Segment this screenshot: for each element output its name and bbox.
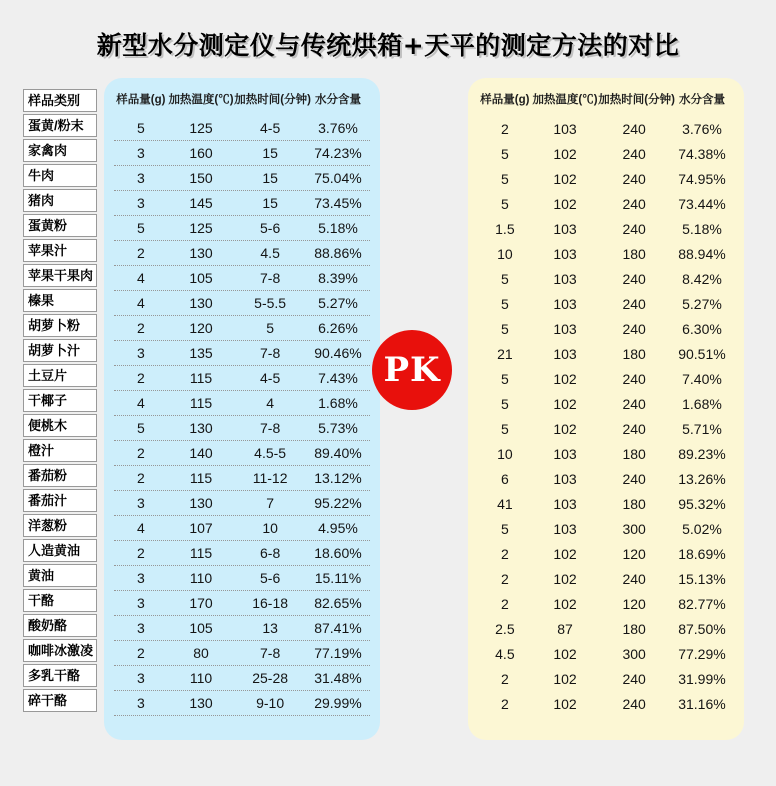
column-header: 水分含量 [314,94,361,106]
table-cell: 15.11% [314,570,362,586]
table-cell: 87 [557,620,573,637]
table-cell: 13 [262,620,278,636]
table-cell: 180 [622,245,646,262]
table-row [114,316,370,341]
table-cell: 160 [189,145,213,161]
category-cell: 蛋黄/粉末 [23,114,97,137]
pk-versus-badge: PK [372,330,452,410]
table-cell: 5 [500,395,509,412]
table-cell: 8.39% [318,270,358,286]
category-cell: 苹果干果肉 [23,264,97,287]
table-row [114,191,370,216]
table-row [114,116,370,141]
category-cell: 牛肉 [23,164,97,187]
table-cell: 103 [553,270,577,287]
table-row [114,541,370,566]
table-cell: 15 [262,170,278,186]
table-cell: 7.43% [318,370,358,386]
table-cell: 130 [189,695,213,711]
table-row [478,266,734,291]
table-cell: 13.12% [314,470,362,486]
table-cell: 5 [136,120,145,136]
table-cell: 110 [189,670,213,686]
table-row [478,641,734,666]
table-row [478,116,734,141]
table-cell: 87.41% [314,620,362,636]
table-cell: 240 [622,470,646,487]
table-cell: 130 [189,245,213,261]
table-row [478,591,734,616]
table-cell: 3 [136,695,145,711]
table-cell: 103 [553,220,577,237]
table-row [114,366,370,391]
table-row [478,416,734,441]
table-cell: 88.94% [678,245,726,262]
table-cell: 115 [189,470,213,486]
table-row [478,166,734,191]
table-header-row [114,88,370,110]
category-cell: 猪肉 [23,189,97,212]
table-cell: 21 [497,345,513,362]
table-cell: 90.51% [678,345,726,362]
table-cell: 7-8 [260,345,281,361]
table-cell: 9-10 [256,695,285,711]
table-cell: 7-8 [260,645,281,661]
table-cell: 2 [136,370,145,386]
table-cell: 240 [622,670,646,687]
table-cell: 8.42% [682,270,722,287]
table-cell: 3.76% [318,120,358,136]
category-cell: 干酪 [23,589,97,612]
column-header: 加热时间(分钟) [598,94,675,106]
table-cell: 13.26% [678,470,726,487]
table-cell: 5-6 [260,570,281,586]
table-cell: 10 [497,245,513,262]
table-cell: 103 [553,120,577,137]
table-cell: 3.76% [682,120,722,137]
table-cell: 82.65% [314,595,362,611]
table-cell: 5-6 [260,220,281,236]
table-row [114,216,370,241]
table-row [478,691,734,716]
page-title: 新型水分测定仪与传统烘箱+天平的测定方法的对比 [96,31,680,60]
table-cell: 240 [622,370,646,387]
table-cell: 103 [553,245,577,262]
table-cell: 102 [553,420,577,437]
table-row [114,566,370,591]
table-cell: 102 [553,595,577,612]
table-cell: 6.26% [318,320,358,336]
table-cell: 41 [497,495,513,512]
table-header-row [478,88,734,110]
table-cell: 6 [500,470,509,487]
table-cell: 74.23% [314,145,362,161]
table-cell: 5 [500,295,509,312]
table-cell: 115 [189,395,213,411]
table-row [114,616,370,641]
table-row [478,216,734,241]
table-cell: 16-18 [252,595,289,611]
table-row [478,341,734,366]
table-cell: 2 [500,120,509,137]
table-cell: 240 [622,420,646,437]
category-cell: 干椰子 [23,389,97,412]
table-cell: 2 [136,245,145,261]
table-cell: 240 [622,220,646,237]
table-cell: 5-5.5 [254,295,287,311]
category-cell: 蛋黄粉 [23,214,97,237]
table-cell: 77.29% [678,645,726,662]
table-cell: 102 [553,170,577,187]
table-cell: 2 [136,320,145,336]
table-row [114,466,370,491]
table-cell: 105 [189,270,213,286]
table-cell: 1.68% [318,395,358,411]
table-cell: 90.46% [314,345,362,361]
table-row [478,441,734,466]
table-row [114,266,370,291]
table-cell: 5 [136,420,145,436]
table-row [478,191,734,216]
table-row [114,166,370,191]
table-cell: 4 [266,395,275,411]
category-cell: 番茄粉 [23,464,97,487]
table-cell: 7-8 [260,420,281,436]
table-cell: 31.48% [314,670,362,686]
table-cell: 115 [189,370,213,386]
table-cell: 5.27% [682,295,722,312]
table-row [478,316,734,341]
table-cell: 102 [553,545,577,562]
table-cell: 240 [622,170,646,187]
table-cell: 82.77% [678,595,726,612]
table-cell: 102 [553,695,577,712]
category-cell: 榛果 [23,289,97,312]
category-cell: 橙汁 [23,439,97,462]
table-row [114,391,370,416]
table-cell: 95.22% [314,495,362,511]
table-row [114,241,370,266]
table-cell: 103 [553,495,577,512]
table-cell: 150 [189,170,213,186]
table-cell: 25-28 [252,670,289,686]
table-row [114,141,370,166]
table-cell: 130 [189,295,213,311]
table-cell: 102 [553,570,577,587]
category-cell: 洋葱粉 [23,514,97,537]
table-row [478,616,734,641]
table-cell: 31.16% [678,695,726,712]
table-row [114,591,370,616]
table-cell: 120 [622,595,646,612]
table-cell: 103 [553,320,577,337]
table-cell: 102 [553,195,577,212]
table-cell: 95.32% [678,495,726,512]
table-cell: 4 [136,295,145,311]
table-cell: 3 [136,495,145,511]
table-cell: 120 [189,320,213,336]
table-cell: 103 [553,520,577,537]
table-cell: 5 [500,170,509,187]
table-row [114,341,370,366]
table-cell: 15 [262,145,278,161]
table-cell: 3 [136,670,145,686]
table-cell: 103 [553,345,577,362]
table-cell: 135 [189,345,213,361]
table-cell: 5 [500,370,509,387]
table-cell: 2 [136,545,145,561]
table-cell: 7 [266,495,275,511]
table-cell: 180 [622,495,646,512]
table-cell: 18.69% [678,545,726,562]
table-cell: 300 [622,645,646,662]
category-cell: 家禽肉 [23,139,97,162]
table-cell: 15.13% [678,570,726,587]
table-cell: 3 [136,195,145,211]
table-row [478,391,734,416]
table-cell: 7-8 [260,270,281,286]
table-cell: 75.04% [314,170,362,186]
table-cell: 3 [136,170,145,186]
table-cell: 125 [189,220,213,236]
column-header: 样品量(g) [480,94,530,106]
table-cell: 5 [500,270,509,287]
table-cell: 130 [189,495,213,511]
table-cell: 5 [500,195,509,212]
table-cell: 10 [262,520,278,536]
table-cell: 240 [622,320,646,337]
table-cell: 5 [500,420,509,437]
table-cell: 3 [136,570,145,586]
table-row [114,641,370,666]
column-header: 样品量(g) [116,94,166,106]
table-row [478,491,734,516]
table-cell: 5.18% [318,220,358,236]
table-cell: 102 [553,145,577,162]
table-cell: 2 [136,445,145,461]
category-cell: 多乳干酪 [23,664,97,687]
table-cell: 4-5 [260,120,281,136]
category-column [23,89,97,714]
table-cell: 105 [189,620,213,636]
table-cell: 77.19% [314,645,362,661]
oven-balance-table [468,78,744,740]
table-row [114,516,370,541]
category-cell: 胡萝卜汁 [23,339,97,362]
table-cell: 89.23% [678,445,726,462]
table-cell: 103 [553,470,577,487]
table-cell: 11-12 [252,470,288,486]
table-cell: 102 [553,645,577,662]
table-cell: 107 [189,520,213,536]
table-cell: 4.5 [495,645,515,662]
table-cell: 3 [136,595,145,611]
table-cell: 4 [136,270,145,286]
table-cell: 120 [622,545,646,562]
table-row [478,666,734,691]
table-row [478,291,734,316]
column-header: 加热温度(℃) [168,94,234,106]
table-cell: 240 [622,195,646,212]
table-cell: 5.27% [318,295,358,311]
table-cell: 6-8 [260,545,281,561]
table-cell: 240 [622,120,646,137]
table-cell: 240 [622,270,646,287]
table-cell: 4.5 [260,245,280,261]
table-row [478,541,734,566]
table-cell: 5.73% [318,420,358,436]
category-cell: 苹果汁 [23,239,97,262]
table-cell: 1.68% [682,395,722,412]
table-cell: 2 [500,695,509,712]
table-row [114,491,370,516]
table-cell: 80 [193,645,209,661]
table-row [114,441,370,466]
table-cell: 240 [622,570,646,587]
table-cell: 10 [497,445,513,462]
table-cell: 2 [500,595,509,612]
table-cell: 4 [136,520,145,536]
table-cell: 5 [136,220,145,236]
table-cell: 74.38% [678,145,726,162]
table-cell: 180 [622,620,646,637]
table-cell: 73.45% [314,195,362,211]
table-cell: 74.95% [678,170,726,187]
column-header: 水分含量 [678,94,725,106]
table-cell: 2 [500,570,509,587]
table-cell: 115 [189,545,213,561]
table-cell: 5 [500,145,509,162]
table-row [478,566,734,591]
table-cell: 110 [189,570,213,586]
table-cell: 170 [189,595,213,611]
table-cell: 130 [189,420,213,436]
table-cell: 125 [189,120,213,136]
table-cell: 3 [136,145,145,161]
category-cell: 碎干酪 [23,689,97,712]
table-cell: 2 [136,645,145,661]
category-cell: 酸奶酪 [23,614,97,637]
category-cell: 胡萝卜粉 [23,314,97,337]
table-cell: 4 [136,395,145,411]
table-cell: 180 [622,345,646,362]
table-cell: 31.99% [678,670,726,687]
category-cell: 土豆片 [23,364,97,387]
table-cell: 3 [136,620,145,636]
table-row [114,691,370,716]
table-cell: 89.40% [314,445,362,461]
table-cell: 145 [189,195,213,211]
table-cell: 4.95% [318,520,358,536]
table-cell: 240 [622,395,646,412]
table-cell: 4.5-5 [254,445,287,461]
table-cell: 1.5 [495,220,515,237]
table-cell: 4-5 [260,370,281,386]
table-cell: 102 [553,670,577,687]
table-row [478,366,734,391]
table-cell: 7.40% [682,370,722,387]
category-cell: 黄油 [23,564,97,587]
table-cell: 240 [622,695,646,712]
table-cell: 2 [500,670,509,687]
table-cell: 103 [553,445,577,462]
table-cell: 6.30% [682,320,722,337]
table-cell: 15 [262,195,278,211]
table-cell: 29.99% [314,695,362,711]
table-row [478,241,734,266]
table-cell: 102 [553,370,577,387]
table-cell: 240 [622,295,646,312]
table-row [478,516,734,541]
table-cell: 3 [136,345,145,361]
table-cell: 88.86% [314,245,362,261]
table-cell: 2.5 [495,620,515,637]
category-cell: 咖啡冰激凌 [23,639,97,662]
moisture-analyzer-table [104,78,380,740]
table-cell: 240 [622,145,646,162]
table-cell: 87.50% [678,620,726,637]
table-cell: 102 [553,395,577,412]
table-cell: 5.71% [682,420,722,437]
table-cell: 5.18% [682,220,722,237]
table-row [478,141,734,166]
table-cell: 140 [189,445,213,461]
table-row [114,291,370,316]
table-row [114,666,370,691]
table-cell: 73.44% [678,195,726,212]
table-cell: 2 [500,545,509,562]
table-row [478,466,734,491]
table-row [114,416,370,441]
category-cell: 番茄汁 [23,489,97,512]
column-header: 加热温度(℃) [532,94,598,106]
category-cell: 便桃木 [23,414,97,437]
table-cell: 5.02% [682,520,722,537]
table-cell: 2 [136,470,145,486]
category-cell: 人造黄油 [23,539,97,562]
table-cell: 5 [266,320,275,336]
table-cell: 5 [500,320,509,337]
table-cell: 300 [622,520,646,537]
category-header-cell: 样品类别 [23,89,97,112]
table-cell: 5 [500,520,509,537]
table-cell: 103 [553,295,577,312]
table-cell: 180 [622,445,646,462]
table-cell: 18.60% [314,545,362,561]
column-header: 加热时间(分钟) [234,94,311,106]
